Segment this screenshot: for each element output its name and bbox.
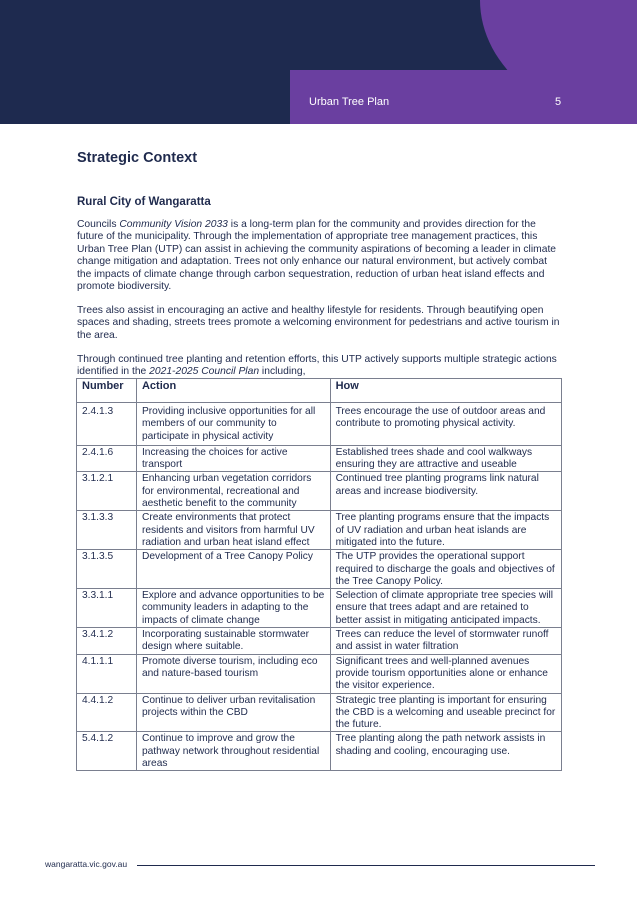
cell-number: 3.3.1.1 xyxy=(77,589,137,628)
cell-how: Trees can reduce the level of stormwater runoff and assist in water filtration xyxy=(330,628,561,655)
cell-how: The UTP provides the operational support required to discharge the goals and objectives of the Tree Canopy Policy. xyxy=(330,550,561,589)
cell-number: 3.1.3.5 xyxy=(77,550,137,589)
cell-how: Tree planting along the path network assists in shading and cooling, encouraging use. xyxy=(330,732,561,771)
table-row xyxy=(77,589,562,628)
paragraph-council-plan xyxy=(77,354,563,379)
table-row xyxy=(77,693,562,732)
cell-action: Development of a Tree Canopy Policy xyxy=(136,550,330,589)
header-title: Urban Tree Plan xyxy=(309,96,390,108)
cell-number: 3.1.2.1 xyxy=(77,472,137,511)
strategic-actions-table xyxy=(76,378,562,771)
cell-action: Create environments that protect residents and visitors from harmful UV radiation and urban heat island effect xyxy=(136,511,330,550)
page-number: 5 xyxy=(555,96,562,108)
cell-action: Providing inclusive opportunities for all members of our community to participate in physical activity xyxy=(136,403,330,446)
cell-action: Explore and advance opportunities to be community leaders in adapting to the impacts of climate change xyxy=(136,589,330,628)
cell-number: 5.4.1.2 xyxy=(77,732,137,771)
table-row xyxy=(77,403,562,446)
paragraph-text: including, xyxy=(259,366,306,378)
cell-how: Tree planting programs ensure that the impacts of UV radiation and urban heat islands are mitigated into the future. xyxy=(330,511,561,550)
page-header xyxy=(0,0,637,124)
table-row xyxy=(77,654,562,693)
cell-number: 4.1.1.1 xyxy=(77,654,137,693)
cell-action: Enhancing urban vegetation corridors for environmental, recreational and aesthetic benefit to the community xyxy=(136,472,330,511)
cell-number: 2.4.1.6 xyxy=(77,445,137,472)
cell-how: Established trees shade and cool walkways ensuring they are attractive and useable xyxy=(330,445,561,472)
cell-action: Continue to deliver urban revitalisation projects within the CBD xyxy=(136,693,330,732)
footer-rule xyxy=(137,865,595,866)
paragraph-italic-title: Community Vision 2033 xyxy=(119,219,228,230)
header-action: Action xyxy=(136,379,330,403)
table-row xyxy=(77,472,562,511)
section-title: Strategic Context xyxy=(77,150,198,166)
paragraph-italic-title: 2021-2025 Council Plan xyxy=(149,366,260,378)
cell-how: Continued tree planting programs link natural areas and increase biodiversity. xyxy=(330,472,561,511)
cell-number: 3.1.3.3 xyxy=(77,511,137,550)
paragraph-text: is a long-term plan for the community and provides direction for the future of the municipality. Through the implementation of appropriate tree management practices, this Urban Tree Plan (UTP) can assist in achieving the community aspirations of becoming a leader in climate change mitigation and adaptation. Trees not only enhance our natural environment, but actively combat the impacts of climate change through carbon sequestration, reduction of urban heat island effects and promote biodiversity. xyxy=(77,219,557,293)
header-how: How xyxy=(330,379,561,403)
footer-url: wangaratta.vic.gov.au xyxy=(45,859,128,869)
paragraph-vision xyxy=(77,219,563,293)
table-row xyxy=(77,550,562,589)
cell-how: Trees encourage the use of outdoor areas and contribute to promoting physical activity. xyxy=(330,403,561,446)
cell-action: Continue to improve and grow the pathway network throughout residential areas xyxy=(136,732,330,771)
cell-action: Promote diverse tourism, including eco and nature-based tourism xyxy=(136,654,330,693)
table-row xyxy=(77,628,562,655)
cell-number: 4.4.1.2 xyxy=(77,693,137,732)
table-row xyxy=(77,445,562,472)
cell-how: Significant trees and well-planned avenues provide tourism opportunities alone or enhance the visitor experience. xyxy=(330,654,561,693)
paragraph-text: Councils xyxy=(77,219,120,230)
cell-how: Strategic tree planting is important for ensuring the CBD is a welcoming and useable precinct for the future. xyxy=(330,693,561,732)
cell-number: 2.4.1.3 xyxy=(77,403,137,446)
table-header-row xyxy=(77,379,562,403)
cell-how: Selection of climate appropriate tree species will ensure that trees adapt and are retained to better assist in mitigating anticipated impacts. xyxy=(330,589,561,628)
paragraph-lifestyle: Trees also assist in encouraging an active and healthy lifestyle for residents. Through beautifying open spaces and shading, streets trees promote a welcoming environment for pedestrians and active tourism in the area. xyxy=(77,305,560,341)
subsection-title: Rural City of Wangaratta xyxy=(77,196,211,208)
cell-number: 3.4.1.2 xyxy=(77,628,137,655)
cell-action: Increasing the choices for active transport xyxy=(136,445,330,472)
table-row xyxy=(77,732,562,771)
header-number: Number xyxy=(77,379,137,403)
cell-action: Incorporating sustainable stormwater design where suitable. xyxy=(136,628,330,655)
table-row xyxy=(77,511,562,550)
paragraph-text: Through continued tree planting and retention efforts, this UTP actively supports multiple strategic actions identified in the xyxy=(77,354,557,378)
